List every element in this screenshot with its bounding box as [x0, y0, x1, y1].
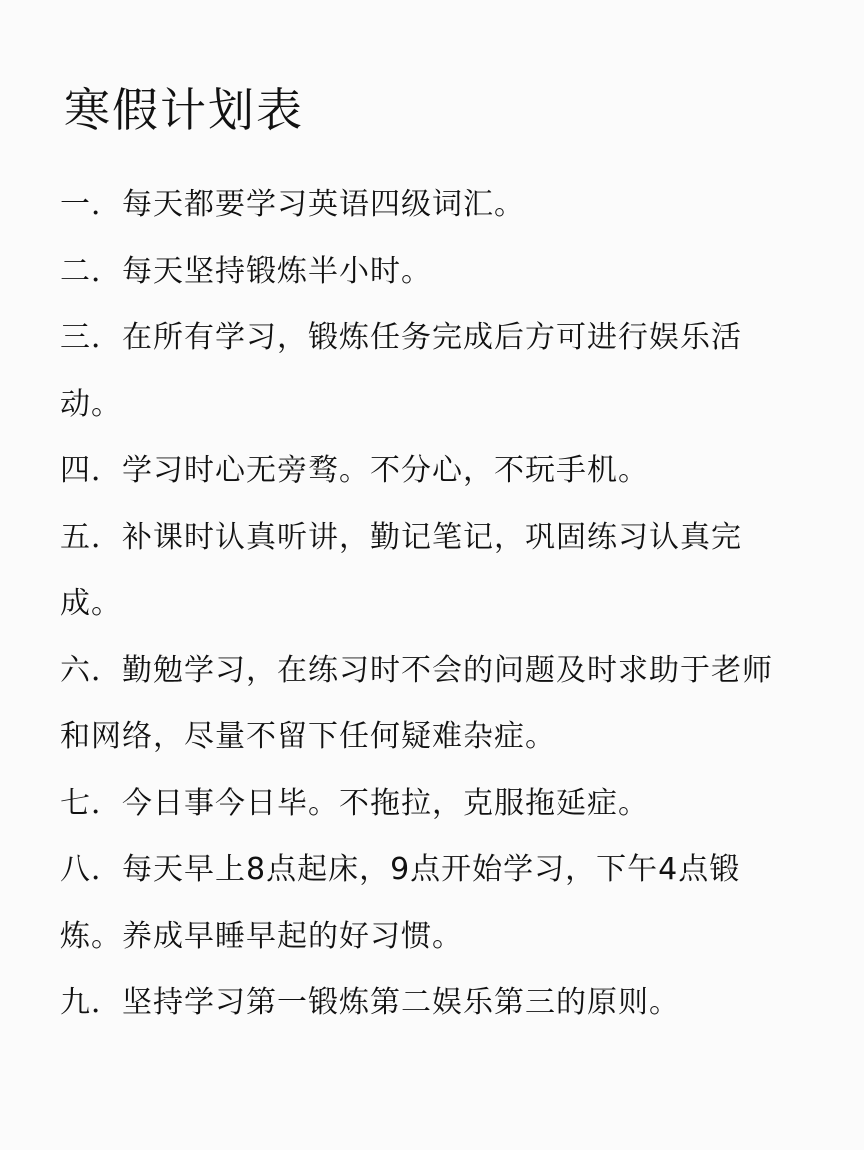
- plan-item-9: 九．坚持学习第一锻炼第二娱乐第三的原则。: [60, 985, 680, 1020]
- plan-item-2: 二．每天坚持锻炼半小时。: [60, 253, 432, 289]
- plan-item-3: 三．在所有学习，锻炼任务完成后方可进行娱乐活动。: [60, 320, 742, 422]
- plan-item-6: 六．勤勉学习，在练习时不会的问题及时求助于老师和网络，尽量不留下任何疑难杂症。: [60, 652, 773, 754]
- plan-item-1: 一．每天都要学习英语四级词汇。: [60, 187, 525, 222]
- plan-list: [60, 172, 800, 1037]
- page-title: 寒假计划表: [64, 82, 304, 137]
- plan-item-4: 四．学习时心无旁骛。不分心，不玩手机。: [60, 453, 649, 488]
- plan-item-8: 八．每天早上8点起床，9点开始学习，下午4点锻炼。养成早睡早起的好习惯。: [60, 852, 741, 954]
- plan-item-7: 七．今日事今日毕。不拖拉，克服拖延症。: [60, 785, 649, 821]
- plan-item-5: 五．补课时认真听讲，勤记笔记，巩固练习认真完成。: [60, 519, 742, 621]
